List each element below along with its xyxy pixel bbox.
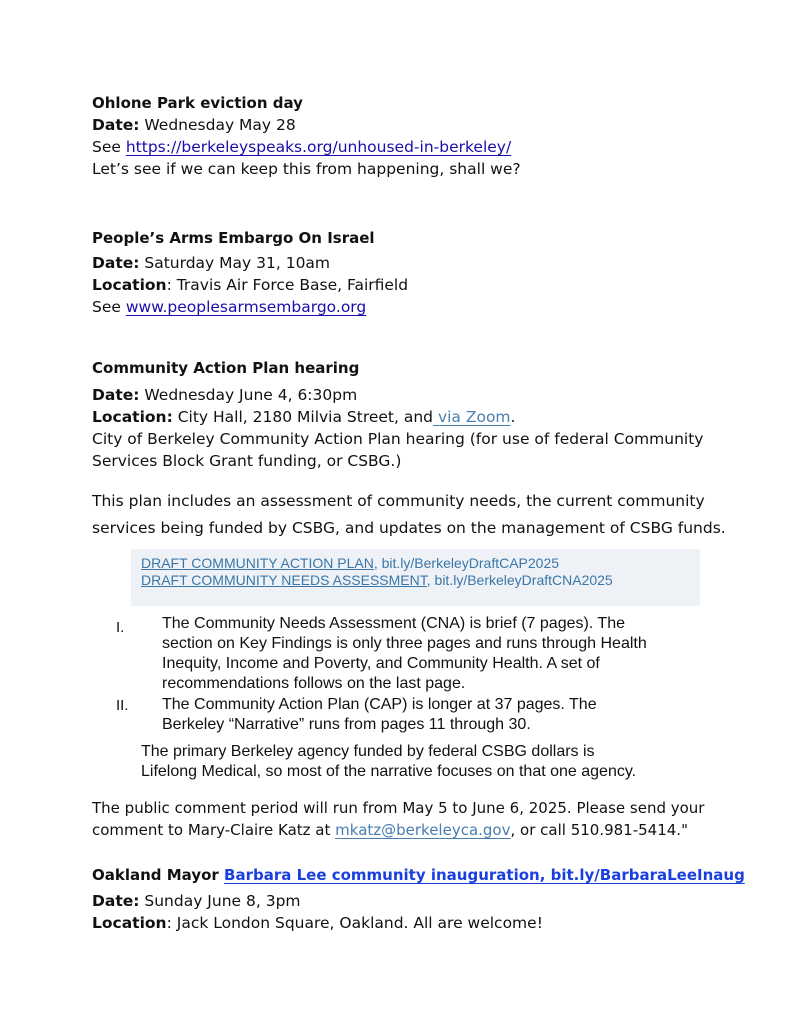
cap-section [92, 357, 732, 472]
list-item-cna [162, 614, 722, 694]
location-label: Location [92, 276, 167, 294]
list-item-line: The Community Needs Assessment (CNA) is brief (7 pages). The [162, 615, 625, 632]
comment-suffix: , or call 510.981-5414." [510, 821, 688, 839]
ohlone-date [92, 114, 732, 136]
oakland-title-prefix: Oakland Mayor [92, 866, 225, 884]
email-link[interactable]: mkatz@berkeleyca.gov [335, 821, 511, 839]
oakland-title [92, 864, 752, 886]
draft-cap-link[interactable]: DRAFT COMMUNITY ACTION PLAN [141, 555, 374, 571]
cap-location [92, 406, 732, 428]
date-label: Date: [92, 116, 140, 134]
date-value: Wednesday May 28 [139, 116, 296, 134]
see-prefix: See [92, 298, 126, 316]
peoplesarmsembargo-link[interactable]: www.peoplesarmsembargo.org [125, 298, 367, 316]
callout-line-cna [141, 572, 613, 588]
berkeleyspeaks-link[interactable]: https://berkeleyspeaks.org/unhoused-in-berkeley/ [125, 138, 512, 156]
location-value: City Hall, 2180 Milvia Street, and [172, 408, 434, 426]
date-label: Date: [92, 254, 140, 272]
embargo-title: People’s Arms Embargo On Israel [92, 229, 375, 247]
location-label: Location: [92, 408, 173, 426]
agency-note [141, 742, 741, 782]
barbara-lee-link[interactable]: Barbara Lee community inauguration, bit.ly/BarbaraLeeInaug [224, 866, 745, 884]
comment-line2 [92, 819, 752, 841]
see-prefix: See [92, 138, 126, 156]
list-numeral-2: II. [116, 697, 129, 714]
ohlone-title: Ohlone Park eviction day [92, 94, 303, 112]
cap-title: Community Action Plan hearing [92, 359, 360, 377]
agency-line2: Lifelong Medical, so most of the narrative focuses on that one agency. [141, 763, 637, 780]
ohlone-closing: Let’s see if we can keep this from happening, shall we? [92, 160, 521, 178]
callout-line-cap [141, 555, 559, 571]
cap-para-line1: This plan includes an assessment of community needs, the current community [92, 492, 705, 510]
embargo-date [92, 252, 732, 274]
cap-desc-line1: City of Berkeley Community Action Plan hearing (for use of federal Community [92, 430, 704, 448]
location-end: . [510, 408, 516, 426]
embargo-section [92, 227, 732, 318]
location-label: Location [92, 914, 167, 932]
oakland-section [92, 864, 752, 934]
list-item-line: Berkeley “Narrative” runs from pages 11 through 30. [162, 716, 531, 733]
location-value: : Travis Air Force Base, Fairfield [166, 276, 409, 294]
oakland-date [92, 890, 752, 912]
cap-paragraph [92, 488, 732, 542]
date-label: Date: [92, 892, 140, 910]
cap-para-line2: services being funded by CSBG, and updates on the management of CSBG funds. [92, 519, 726, 537]
list-item-cap [162, 695, 722, 735]
comment-prefix: comment to Mary-Claire Katz at [92, 821, 336, 839]
cap-desc-line2: Services Block Grant funding, or CSBG.) [92, 452, 402, 470]
list-item-line: The Community Action Plan (CAP) is longer at 37 pages. The [162, 696, 597, 713]
list-item-line: Inequity, Income and Poverty, and Community Health. A set of [162, 655, 600, 672]
date-label: Date: [92, 386, 140, 404]
comment-line1: The public comment period will run from May 5 to June 6, 2025. Please send your [92, 799, 705, 817]
comment-paragraph [92, 797, 752, 841]
location-value: : Jack London Square, Oakland. All are welcome! [166, 914, 543, 932]
oakland-location [92, 912, 752, 934]
ohlone-section [92, 92, 732, 180]
ohlone-see [92, 136, 732, 158]
list-item-line: recommendations follows on the last page. [162, 675, 466, 692]
date-value: Saturday May 31, 10am [139, 254, 331, 272]
embargo-location [92, 274, 732, 296]
date-value: Wednesday June 4, 6:30pm [139, 386, 358, 404]
draft-cap-url: , bit.ly/BerkeleyDraftCAP2025 [373, 555, 560, 571]
cap-date [92, 384, 732, 406]
date-value: Sunday June 8, 3pm [139, 892, 301, 910]
embargo-see [92, 296, 732, 318]
agency-line1: The primary Berkeley agency funded by federal CSBG dollars is [141, 743, 595, 760]
list-numeral-1: I. [116, 619, 125, 636]
draft-cna-link[interactable]: DRAFT COMMUNITY NEEDS ASSESSMENT [141, 572, 427, 588]
zoom-link[interactable]: via Zoom [433, 408, 511, 426]
draft-links-callout [131, 549, 700, 606]
list-item-line: section on Key Findings is only three pages and runs through Health [162, 635, 647, 652]
draft-cna-url: , bit.ly/BerkeleyDraftCNA2025 [426, 572, 613, 588]
